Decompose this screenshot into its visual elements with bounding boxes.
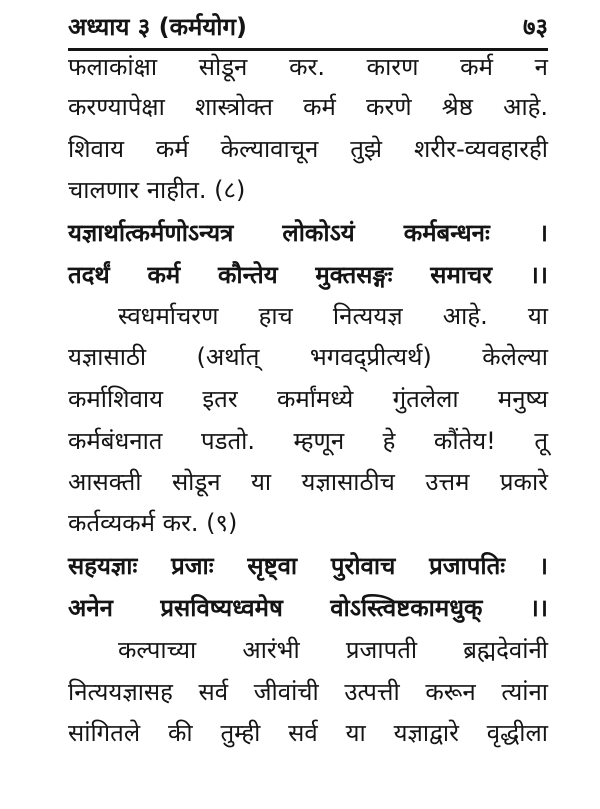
prose-line: आसक्ती सोडून या यज्ञासाठीच उत्तम प्रकारे bbox=[68, 468, 548, 496]
prose-line: शिवाय कर्म केल्यावाचून तुझे शरीर-व्यवहारही bbox=[68, 135, 548, 163]
prose-line: कर्तव्यकर्म कर. (९) bbox=[68, 509, 238, 537]
prose-line: कर्माशिवाय इतर कर्मांमध्ये गुंतलेला मनुष्य bbox=[68, 385, 548, 413]
prose-line: नित्ययज्ञासह सर्व जीवांची उत्पत्ती करून त्यांना bbox=[68, 678, 548, 706]
prose-line: करण्यापेक्षा शास्त्रोक्त कर्म करणे श्रेष्ठ आहे. bbox=[68, 93, 548, 121]
prose-line: सांगितले की तुम्ही सर्व या यज्ञाद्वारे वृद्धीला bbox=[68, 719, 548, 747]
verse-line: यज्ञार्थात्कर्मणोऽन्यत्र लोकोऽयं कर्मबन्धनः । bbox=[68, 219, 548, 247]
verse-line: तदर्थं कर्म कौन्तेय मुक्तसङ्गः समाचर ।। bbox=[68, 261, 548, 289]
prose-line: स्वधर्माचरण हाच नित्ययज्ञ आहे. या bbox=[118, 302, 548, 330]
verse-line: सहयज्ञाः प्रजाः सृष्ट्वा पुरोवाच प्रजापतिः । bbox=[68, 552, 548, 580]
running-header bbox=[68, 10, 548, 44]
verse-line: अनेन प्रसविष्यध्वमेष वोऽस्त्विष्टकामधुक् ।। bbox=[68, 594, 548, 622]
prose-line: कर्मबंधनात पडतो. म्हणून हे कौंतेय! तू bbox=[68, 427, 548, 455]
prose-line: चालणार नाहीत. (८) bbox=[68, 176, 246, 204]
prose-line: फलाकांक्षा सोडून कर. कारण कर्म न bbox=[68, 53, 548, 81]
chapter-title: अध्याय ३ (कर्मयोग) bbox=[68, 13, 247, 41]
page-number: ७३ bbox=[523, 13, 548, 41]
prose-line: यज्ञासाठी (अर्थात् भगवद्प्रीत्यर्थ) केलेल्या bbox=[68, 343, 548, 371]
prose-line: कल्पाच्या आरंभी प्रजापती ब्रह्मदेवांनी bbox=[118, 636, 548, 664]
